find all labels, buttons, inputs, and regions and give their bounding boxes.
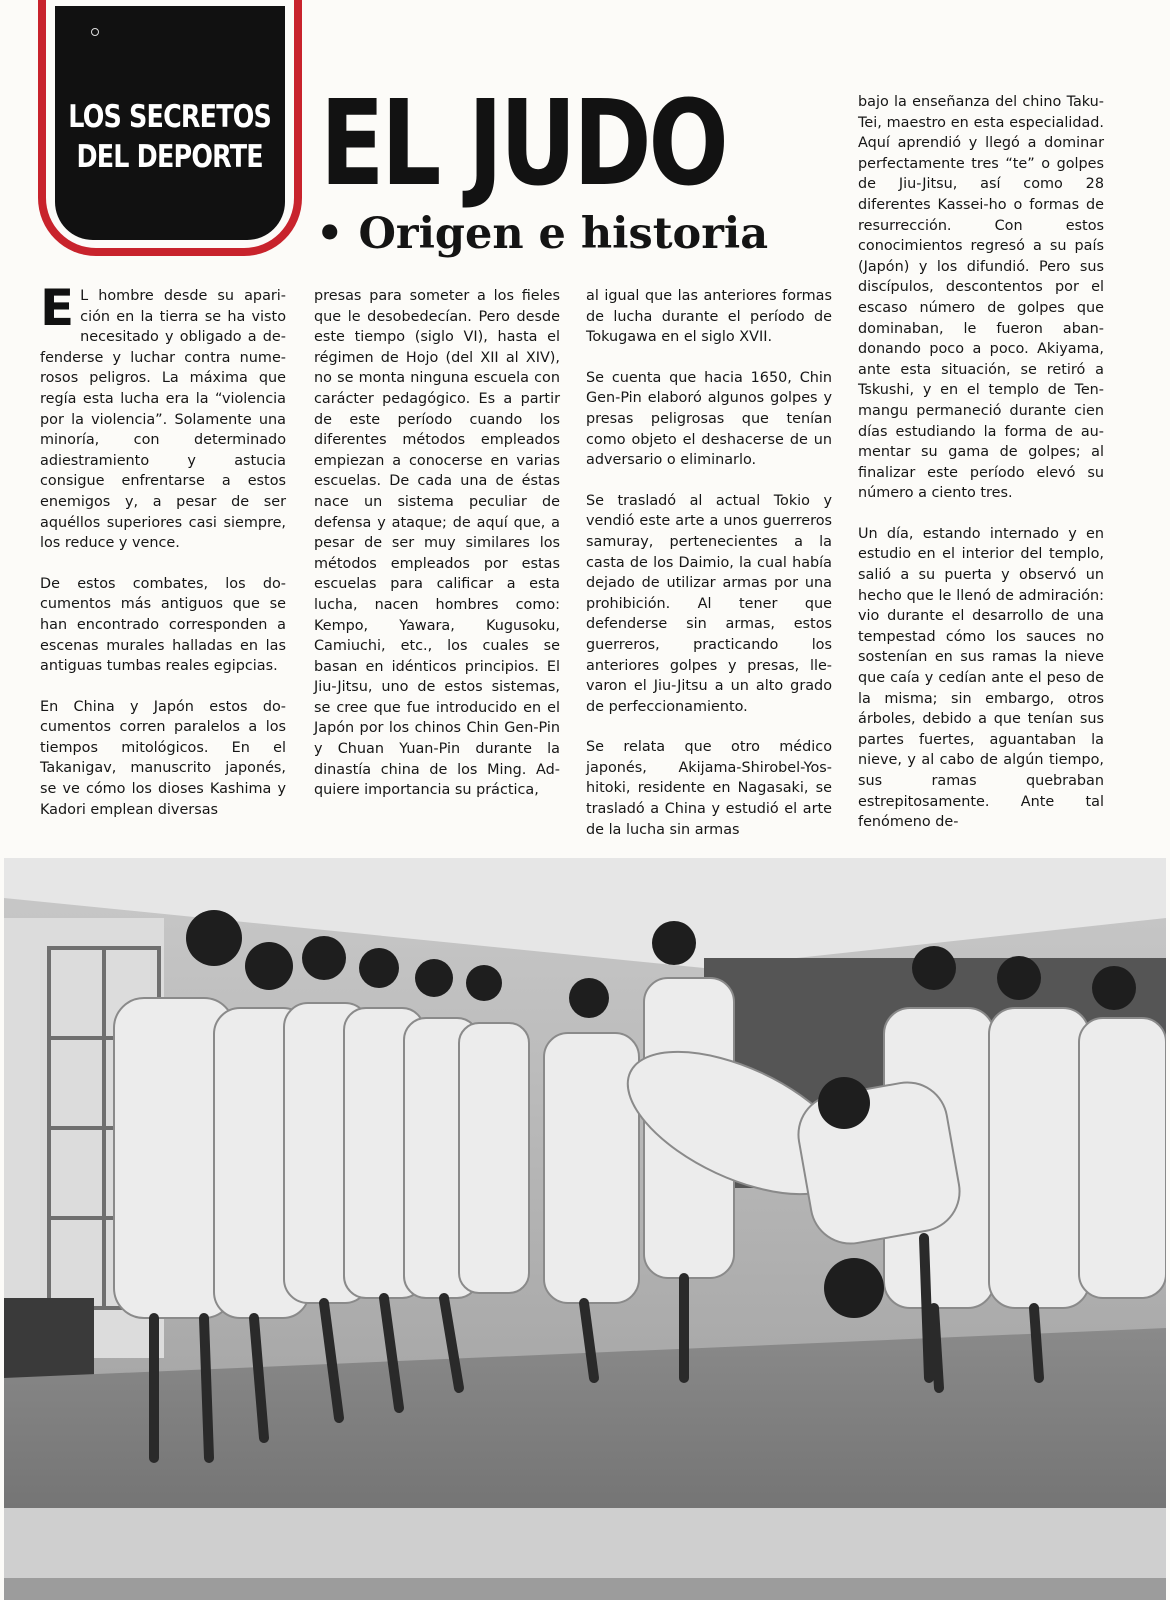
paragraph: Se trasladó al actual Tokio y vendió este arte a unos guerreros samuray, pertenecientes a la casta de los Daimio, la cual había dejado de utilizar armas por una prohibición. Al tener que defenderse sin armas, estos guerreros, practicando los anteriores golpes y presas, llevaron el Jiu-Jitsu a un alto grado de perfeccionamiento. xyxy=(586,492,832,715)
badge-line-2: DEL DEPORTE xyxy=(76,139,264,175)
paragraph: De estos combates, los documentos más antiguos que se han encontrado corresponden a escenas murales halladas en las antiguas tumbas reales egipcias. xyxy=(40,575,286,675)
paragraph: Se cuenta que hacia 1650, Chin Gen-Pin elaboró algunos golpes y presas peligrosas que tenían como objeto el deshacerse de un adversario o eliminarlo. xyxy=(586,369,832,469)
article-subtitle: • Origen e historia xyxy=(316,209,769,259)
paragraph: al igual que las anteriores formas de lucha durante el período de Tokugawa en el siglo XVII. xyxy=(586,288,832,346)
text-column-2 xyxy=(314,286,560,801)
drop-cap: E xyxy=(40,279,75,337)
paragraph-text: L hombre desde su aparición en la tierra se ha visto necesitado y obligado a defenderse y luchar contra numerosos peligros. La máxima que regía esta lucha era la “violencia por la violencia”. Solamente una minoría, con determinado adiestramiento y astucia consigue enfrentarse a estos enemigos y, a pesar de ser aquéllos superiores casi siempre, los reduce y vence. xyxy=(40,288,286,552)
photo-illustration xyxy=(4,858,1166,1600)
badge-panel xyxy=(55,6,285,240)
text-column-3 xyxy=(586,286,832,840)
paragraph: Se relata que otro médico japonés, Akijama-Shirobel-Yoshitoki, residente en Nagasaki, se trasladó a China y estudió el arte de la lucha sin armas xyxy=(586,739,832,838)
paragraph: presas para someter a los fieles que le desobedecían. Pero desde este tiempo (siglo VI), hasta el régimen de Hojo (del XII al XIV), no se monta ninguna escuela con carácter pedagógico. Es a partir de este período cuando los diferentes métodos empleados empiezan a conocerse en varias escuelas. De cada una de éstas nace un sistema peculiar de defensa y ataque; de aquí que, a pesar de ser muy similares los métodos empleados por estas escuelas para calificar a esta lucha, nacen hombres como: Kempo, Yawara, Kugusoku, Camiuchi, etc., los cuales se basan en idénticos principios. El Jiu-Jitsu, uno de estos sistemas, se cree que fue introducido en el Japón por los chinos Chin Gen-Pin y Chuan Yuan-Pin durante la dinastía china de los Ming. Adquiere importancia su práctica, xyxy=(314,288,560,799)
text-column-1 xyxy=(40,279,286,820)
badge-dot xyxy=(91,28,99,36)
text-column-4 xyxy=(858,92,1104,833)
article-title: EL JUDO xyxy=(320,74,726,212)
paragraph xyxy=(40,279,286,554)
section-badge xyxy=(38,0,302,256)
paragraph: bajo la enseñanza del chino Taku-Tei, maestro en esta especialidad. Aquí aprendió y llegó a dominar perfectamente tres “te” o golpes de Jiu-Jitsu, así como 28 diferentes Kassei-ho o formas de resurrección. Con estos conocimientos regresó a su país (Japón) y los difundió. Pero sus discípulos, descontentos por el escaso número de golpes que dominaban, le fueron abandonando poco a poco. Akiyama, ante esta situación, se retiró a Tskushi, y en el templo de Tenmangu permaneció durante cien días estudiando la forma de aumentar su gama de golpes; al finalizar este período elevó su número a ciento tres. xyxy=(858,94,1104,502)
paragraph: En China y Japón estos documentos corren paralelos a los tiempos mitológicos. En el Takanigav, manuscrito japonés, se ve cómo los dioses Kashima y Kadori emplean diversas xyxy=(40,698,286,818)
judo-class-photo xyxy=(4,858,1166,1600)
badge-line-1: LOS SECRETOS xyxy=(68,98,272,135)
badge-frame xyxy=(46,0,294,248)
paragraph: Un día, estando internado y en estudio en el interior del templo, salió a su puerta y observó un hecho que le llenó de admiración: vio durante el desarrollo de una tempestad cómo los sauces no sostenían en sus ramas la nieve que caía y cedían ante el peso de la misma; sin embargo, otros árboles, debido a que tenían sus partes fuertes, aguantaban la nieve, y al cabo de algún tiempo, sus ramas quebraban estrepitosamente. Ante tal fenómeno de- xyxy=(858,525,1104,831)
